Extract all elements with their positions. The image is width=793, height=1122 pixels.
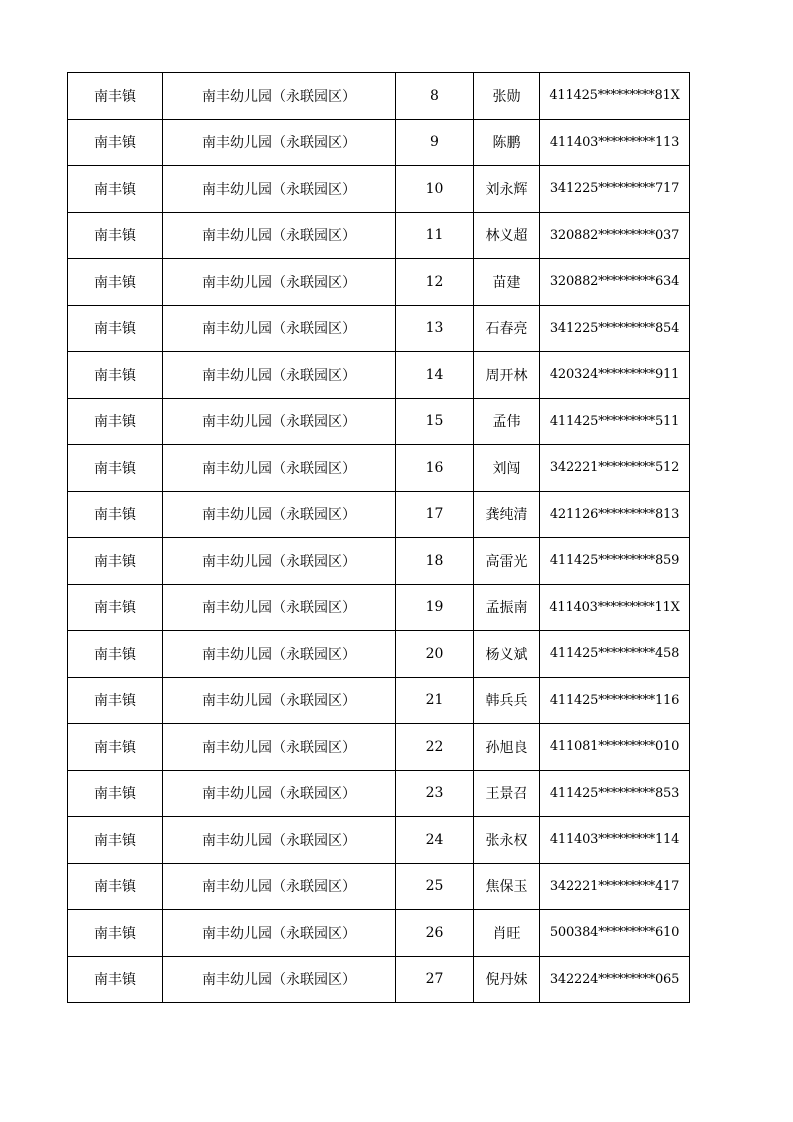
table-row — [68, 73, 690, 120]
table-row — [68, 259, 690, 306]
number-cell: 26 — [396, 910, 474, 957]
town-cell: 南丰镇 — [68, 445, 163, 492]
table-row — [68, 538, 690, 585]
school-cell: 南丰幼儿园（永联园区） — [163, 538, 396, 585]
id-number-cell: 341225*********854 — [540, 305, 690, 352]
table-row — [68, 863, 690, 910]
id-number-cell: 411425*********511 — [540, 398, 690, 445]
town-cell: 南丰镇 — [68, 259, 163, 306]
school-cell: 南丰幼儿园（永联园区） — [163, 445, 396, 492]
town-cell: 南丰镇 — [68, 770, 163, 817]
id-number-cell: 411425*********458 — [540, 631, 690, 678]
name-cell: 倪丹妹 — [474, 956, 540, 1003]
town-cell: 南丰镇 — [68, 817, 163, 864]
town-cell: 南丰镇 — [68, 352, 163, 399]
name-cell: 韩兵兵 — [474, 677, 540, 724]
number-cell: 8 — [396, 73, 474, 120]
school-cell: 南丰幼儿园（永联园区） — [163, 352, 396, 399]
town-cell: 南丰镇 — [68, 677, 163, 724]
name-cell: 高雷光 — [474, 538, 540, 585]
table-row — [68, 119, 690, 166]
name-cell: 张永权 — [474, 817, 540, 864]
town-cell: 南丰镇 — [68, 166, 163, 213]
school-cell: 南丰幼儿园（永联园区） — [163, 305, 396, 352]
number-cell: 16 — [396, 445, 474, 492]
table-row — [68, 352, 690, 399]
id-number-cell: 342224*********065 — [540, 956, 690, 1003]
id-number-cell: 420324*********911 — [540, 352, 690, 399]
id-number-cell: 411403*********11X — [540, 584, 690, 631]
number-cell: 20 — [396, 631, 474, 678]
town-cell: 南丰镇 — [68, 538, 163, 585]
id-number-cell: 411081*********010 — [540, 724, 690, 771]
number-cell: 15 — [396, 398, 474, 445]
number-cell: 27 — [396, 956, 474, 1003]
school-cell: 南丰幼儿园（永联园区） — [163, 910, 396, 957]
number-cell: 13 — [396, 305, 474, 352]
town-cell: 南丰镇 — [68, 119, 163, 166]
table-row — [68, 910, 690, 957]
table-row — [68, 166, 690, 213]
number-cell: 10 — [396, 166, 474, 213]
school-cell: 南丰幼儿园（永联园区） — [163, 166, 396, 213]
id-number-cell: 341225*********717 — [540, 166, 690, 213]
name-cell: 周开林 — [474, 352, 540, 399]
name-cell: 石春亮 — [474, 305, 540, 352]
id-number-cell: 342221*********512 — [540, 445, 690, 492]
town-cell: 南丰镇 — [68, 212, 163, 259]
town-cell: 南丰镇 — [68, 631, 163, 678]
name-cell: 孙旭良 — [474, 724, 540, 771]
name-cell: 孟伟 — [474, 398, 540, 445]
school-cell: 南丰幼儿园（永联园区） — [163, 584, 396, 631]
town-cell: 南丰镇 — [68, 910, 163, 957]
school-cell: 南丰幼儿园（永联园区） — [163, 398, 396, 445]
name-cell: 苗建 — [474, 259, 540, 306]
school-cell: 南丰幼儿园（永联园区） — [163, 677, 396, 724]
number-cell: 18 — [396, 538, 474, 585]
id-number-cell: 411425*********853 — [540, 770, 690, 817]
number-cell: 19 — [396, 584, 474, 631]
number-cell: 11 — [396, 212, 474, 259]
id-number-cell: 411425*********859 — [540, 538, 690, 585]
table-row — [68, 631, 690, 678]
town-cell: 南丰镇 — [68, 398, 163, 445]
number-cell: 9 — [396, 119, 474, 166]
school-cell: 南丰幼儿园（永联园区） — [163, 119, 396, 166]
table-row — [68, 677, 690, 724]
id-number-cell: 411425*********116 — [540, 677, 690, 724]
name-cell: 肖旺 — [474, 910, 540, 957]
number-cell: 12 — [396, 259, 474, 306]
number-cell: 17 — [396, 491, 474, 538]
school-cell: 南丰幼儿园（永联园区） — [163, 863, 396, 910]
number-cell: 14 — [396, 352, 474, 399]
id-number-cell: 500384*********610 — [540, 910, 690, 957]
id-number-cell: 320882*********037 — [540, 212, 690, 259]
town-cell: 南丰镇 — [68, 863, 163, 910]
name-cell: 龚纯清 — [474, 491, 540, 538]
school-cell: 南丰幼儿园（永联园区） — [163, 770, 396, 817]
number-cell: 24 — [396, 817, 474, 864]
town-cell: 南丰镇 — [68, 305, 163, 352]
table-row — [68, 584, 690, 631]
id-number-cell: 320882*********634 — [540, 259, 690, 306]
name-cell: 焦保玉 — [474, 863, 540, 910]
school-cell: 南丰幼儿园（永联园区） — [163, 491, 396, 538]
name-cell: 王景召 — [474, 770, 540, 817]
name-cell: 陈鹏 — [474, 119, 540, 166]
table-row — [68, 770, 690, 817]
roster-table — [67, 72, 690, 1003]
school-cell: 南丰幼儿园（永联园区） — [163, 631, 396, 678]
name-cell: 张勋 — [474, 73, 540, 120]
school-cell: 南丰幼儿园（永联园区） — [163, 212, 396, 259]
id-number-cell: 411425*********81X — [540, 73, 690, 120]
town-cell: 南丰镇 — [68, 584, 163, 631]
table-row — [68, 445, 690, 492]
name-cell: 刘闯 — [474, 445, 540, 492]
id-number-cell: 411403*********113 — [540, 119, 690, 166]
number-cell: 25 — [396, 863, 474, 910]
number-cell: 21 — [396, 677, 474, 724]
table-row — [68, 817, 690, 864]
table-row — [68, 305, 690, 352]
school-cell: 南丰幼儿园（永联园区） — [163, 73, 396, 120]
town-cell: 南丰镇 — [68, 73, 163, 120]
table-row — [68, 956, 690, 1003]
number-cell: 23 — [396, 770, 474, 817]
name-cell: 林义超 — [474, 212, 540, 259]
number-cell: 22 — [396, 724, 474, 771]
id-number-cell: 411403*********114 — [540, 817, 690, 864]
name-cell: 刘永辉 — [474, 166, 540, 213]
school-cell: 南丰幼儿园（永联园区） — [163, 724, 396, 771]
table-row — [68, 212, 690, 259]
id-number-cell: 342221*********417 — [540, 863, 690, 910]
roster-table-body — [68, 73, 690, 1003]
school-cell: 南丰幼儿园（永联园区） — [163, 956, 396, 1003]
table-row — [68, 398, 690, 445]
school-cell: 南丰幼儿园（永联园区） — [163, 259, 396, 306]
name-cell: 孟振南 — [474, 584, 540, 631]
town-cell: 南丰镇 — [68, 724, 163, 771]
table-row — [68, 491, 690, 538]
table-row — [68, 724, 690, 771]
id-number-cell: 421126*********813 — [540, 491, 690, 538]
town-cell: 南丰镇 — [68, 491, 163, 538]
name-cell: 杨义斌 — [474, 631, 540, 678]
school-cell: 南丰幼儿园（永联园区） — [163, 817, 396, 864]
town-cell: 南丰镇 — [68, 956, 163, 1003]
